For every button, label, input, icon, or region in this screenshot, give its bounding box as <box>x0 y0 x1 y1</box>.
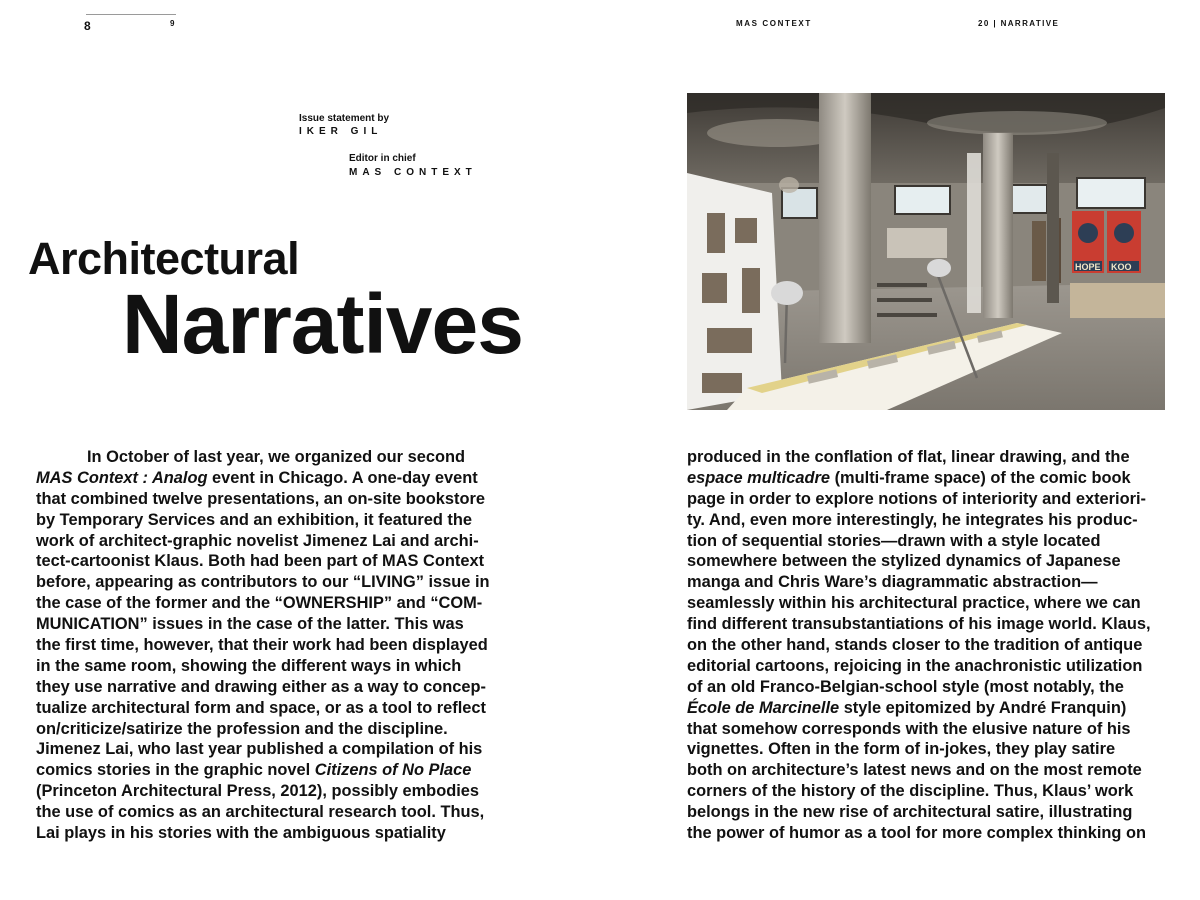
text-segment: that somehow corresponds with the elusive nature of his <box>687 719 1131 738</box>
text-segment: manga and Chris Ware’s diagrammatic abstraction— <box>687 573 1098 592</box>
text-line <box>687 698 1177 719</box>
text-segment: MUNICATION” issues in the case of the latter. This was <box>36 615 464 634</box>
text-line <box>687 760 1177 781</box>
text-segment: find different transubstantiations of his image world. Klaus, <box>687 615 1151 634</box>
text-line <box>36 489 516 510</box>
text-segment: Jimenez Lai, who last year published a compilation of his <box>36 740 483 759</box>
text-line <box>36 635 516 656</box>
text-line <box>36 468 516 489</box>
header-rule <box>86 14 176 15</box>
body-text-right-column <box>687 447 1177 844</box>
credit-label-editor: Editor in chief <box>349 153 416 164</box>
text-segment: tion of sequential stories—drawn with a style located <box>687 531 1101 550</box>
text-line <box>687 802 1177 823</box>
text-segment: produced in the conflation of flat, linear drawing, and the <box>687 448 1130 466</box>
text-segment: the first time, however, that their work had been displayed <box>36 636 488 655</box>
text-segment: they use narrative and drawing either as a way to concep- <box>36 677 486 696</box>
text-line <box>36 698 516 719</box>
text-segment: event in Chicago. A one-day event <box>207 468 478 487</box>
text-segment: of an old Franco-Belgian-school style (most notably, the <box>687 677 1124 696</box>
text-line <box>687 635 1177 656</box>
text-segment: before, appearing as contributors to our “LIVING” issue in <box>36 573 490 592</box>
exhibition-photo-illustration <box>687 93 1165 410</box>
text-segment: on the other hand, stands closer to the tradition of antique <box>687 636 1143 655</box>
text-line <box>687 677 1177 698</box>
text-line <box>687 572 1177 593</box>
text-segment: both on architecture’s latest news and on the most remote <box>687 761 1142 780</box>
text-segment: somewhere between the stylized dynamics of Japanese <box>687 552 1121 571</box>
italic-title: Citizens of No Place <box>314 761 472 780</box>
page-number-secondary: 9 <box>170 19 175 28</box>
text-line <box>687 719 1177 740</box>
poster-text-1: HOPE <box>1075 262 1101 272</box>
exhibition-photo <box>687 93 1165 410</box>
text-line <box>36 677 516 698</box>
text-segment: by Temporary Services and an exhibition, it featured the <box>36 510 472 529</box>
text-line <box>687 656 1177 677</box>
text-segment: tualize architectural form and space, or as a tool to reflect <box>36 698 486 717</box>
credit-name-editor: MAS CONTEXT <box>349 167 477 178</box>
running-head-publication: MAS CONTEXT <box>736 19 812 28</box>
text-line <box>36 656 516 677</box>
text-segment: (multi-frame space) of the comic book <box>830 468 1131 487</box>
text-line <box>36 614 516 635</box>
text-segment: comics stories in the graphic novel <box>36 761 315 780</box>
text-line <box>687 614 1177 635</box>
text-line <box>687 447 1177 468</box>
text-segment: style epitomized by André Franquin) <box>839 698 1127 717</box>
italic-title: École de Marcinelle <box>687 698 840 717</box>
text-line <box>687 489 1177 510</box>
text-segment: in the same room, showing the different ways in which <box>36 656 462 675</box>
text-line <box>687 781 1177 802</box>
text-segment: ty. And, even more interestingly, he integrates his produc- <box>687 510 1138 529</box>
text-line <box>36 447 516 468</box>
text-segment: the use of comics as an architectural research tool. Thus, <box>36 803 485 822</box>
text-line <box>687 823 1177 844</box>
text-line <box>36 781 516 802</box>
text-segment: belongs in the new rise of architectural satire, illustrating <box>687 803 1133 822</box>
text-line <box>36 802 516 823</box>
text-segment: tect-cartoonist Klaus. Both had been part of MAS Context <box>36 552 485 571</box>
text-segment: work of architect-graphic novelist Jimenez Lai and archi- <box>36 531 479 550</box>
text-line <box>687 510 1177 531</box>
text-segment: editorial cartoons, rejoicing in the anachronistic utilization <box>687 656 1143 675</box>
body-text-left-column <box>36 447 516 844</box>
text-segment: corners of the history of the discipline. Thus, Klaus’ work <box>687 782 1134 801</box>
text-line <box>687 593 1177 614</box>
text-segment: vignettes. Often in the form of in-jokes, they play satire <box>687 740 1116 759</box>
text-segment: the case of the former and the “OWNERSHIP” and “COM- <box>36 594 483 613</box>
text-segment: the power of humor as a tool for more complex thinking on <box>687 824 1146 843</box>
running-head-section: 20 | NARRATIVE <box>978 19 1060 28</box>
article-title-line2: Narratives <box>122 277 523 371</box>
text-line <box>687 551 1177 572</box>
text-segment: In October of last year, we organized our second <box>87 448 465 466</box>
text-line <box>36 551 516 572</box>
text-segment: seamlessly within his architectural practice, where we can <box>687 594 1141 613</box>
text-line <box>36 760 516 781</box>
text-line <box>36 510 516 531</box>
text-segment: that combined twelve presentations, an on-site bookstore <box>36 489 485 508</box>
text-line <box>36 823 516 844</box>
text-line <box>687 531 1177 552</box>
text-line <box>36 739 516 760</box>
text-line <box>687 739 1177 760</box>
text-line <box>36 572 516 593</box>
italic-title: MAS Context : Analog <box>36 468 208 487</box>
text-segment: page in order to explore notions of interiority and exteriori- <box>687 489 1146 508</box>
credit-label-author: Issue statement by <box>299 113 390 124</box>
text-line <box>36 593 516 614</box>
article-title-line1: Architectural <box>28 233 300 284</box>
text-segment: (Princeton Architectural Press, 2012), possibly embodies <box>36 782 480 801</box>
credit-name-author: IKER GIL <box>299 126 383 137</box>
text-line <box>36 531 516 552</box>
text-line <box>687 468 1177 489</box>
text-line <box>36 719 516 740</box>
text-segment: on/criticize/satirize the profession and the discipline. <box>36 719 448 738</box>
italic-title: espace multicadre <box>687 468 831 487</box>
page-number-left: 8 <box>84 19 91 33</box>
poster-text-2: KOO <box>1111 262 1132 272</box>
text-segment: Lai plays in his stories with the ambiguous spatiality <box>36 824 446 843</box>
